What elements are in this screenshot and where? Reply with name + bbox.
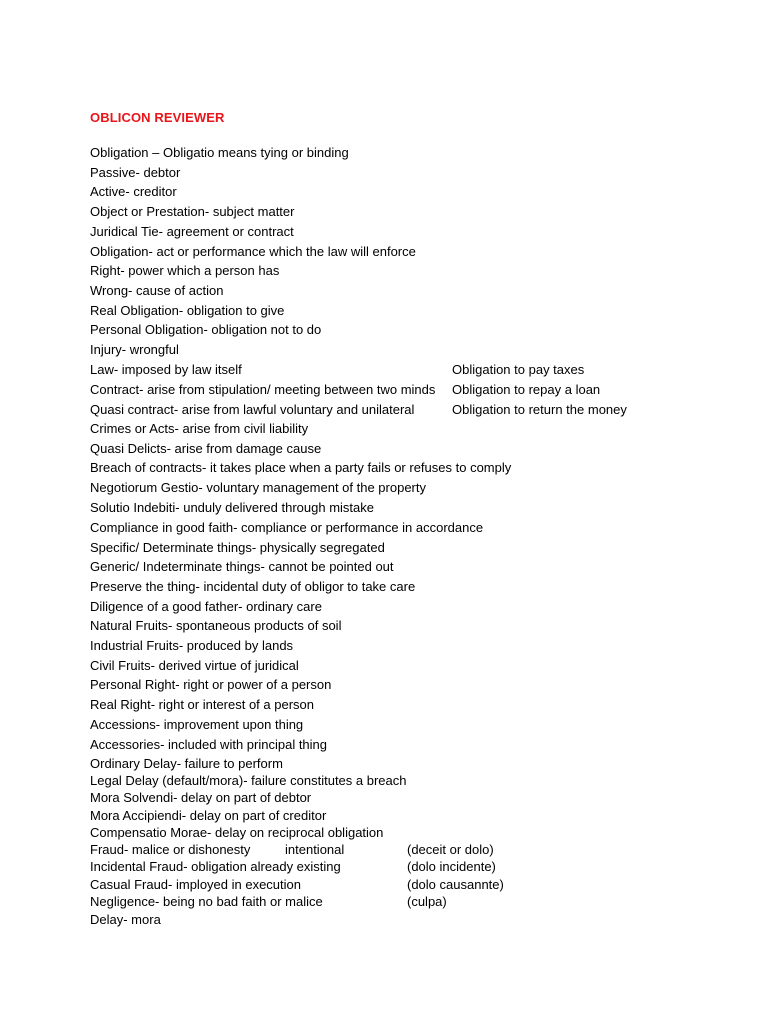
definition-line: Fraud- malice or dishonesty: [90, 842, 251, 857]
latin-term-dolo-incidente: (dolo incidente): [407, 859, 496, 874]
definition-line: Ordinary Delay- failure to perform: [90, 756, 283, 771]
definition-line: Negotiorum Gestio- voluntary management of the property: [90, 480, 427, 495]
definition-line: Delay- mora: [90, 912, 161, 927]
definition-line: Real Obligation- obligation to give: [90, 303, 285, 318]
definition-line: Mora Solvendi- delay on part of debtor: [90, 790, 312, 805]
fraud-intentional-note: intentional: [285, 842, 345, 857]
definition-line: Real Right- right or interest of a person: [90, 697, 314, 712]
definition-line: Obligation- act or performance which the law will enforce: [90, 244, 416, 259]
definition-line: Generic/ Indeterminate things- cannot be pointed out: [90, 559, 394, 574]
example-repay-loan: Obligation to repay a loan: [452, 382, 601, 397]
definition-line: Juridical Tie- agreement or contract: [90, 224, 294, 239]
definition-line: Compensatio Morae- delay on reciprocal obligation: [90, 825, 384, 840]
definition-line: Natural Fruits- spontaneous products of soil: [90, 618, 342, 633]
definition-line: Law- imposed by law itself: [90, 362, 242, 377]
definition-line: Casual Fraud- imployed in execution: [90, 877, 301, 892]
latin-term-dolo-causannte: (dolo causannte): [407, 877, 504, 892]
definition-line: Injury- wrongful: [90, 342, 179, 357]
definition-line: Accessories- included with principal thing: [90, 737, 328, 752]
definition-line: Wrong- cause of action: [90, 283, 224, 298]
document-title: OBLICON REVIEWER: [90, 110, 225, 125]
definition-line: Quasi Delicts- arise from damage cause: [90, 441, 322, 456]
example-pay-taxes: Obligation to pay taxes: [452, 362, 585, 377]
definition-line: Personal Obligation- obligation not to do: [90, 322, 322, 337]
definition-line: Object or Prestation- subject matter: [90, 204, 295, 219]
example-return-money: Obligation to return the money: [452, 402, 627, 417]
definition-line: Contract- arise from stipulation/ meeting between two minds: [90, 382, 436, 397]
definition-line: Diligence of a good father- ordinary care: [90, 599, 322, 614]
definition-line: Negligence- being no bad faith or malice: [90, 894, 323, 909]
definition-line: Preserve the thing- incidental duty of obligor to take care: [90, 579, 416, 594]
definition-line: Incidental Fraud- obligation already existing: [90, 859, 341, 874]
latin-term-deceit: (deceit or dolo): [407, 842, 494, 857]
definition-line: Accessions- improvement upon thing: [90, 717, 304, 732]
definition-line: Active- creditor: [90, 184, 177, 199]
definition-line: Right- power which a person has: [90, 263, 280, 278]
definition-line: Obligation – Obligatio means tying or binding: [90, 145, 349, 160]
definition-line: Specific/ Determinate things- physically segregated: [90, 540, 385, 555]
definition-line: Quasi contract- arise from lawful voluntary and unilateral: [90, 402, 415, 417]
definition-line: Compliance in good faith- compliance or performance in accordance: [90, 520, 484, 535]
definition-line: Passive- debtor: [90, 165, 181, 180]
definition-line: Industrial Fruits- produced by lands: [90, 638, 294, 653]
definition-line: Mora Accipiendi- delay on part of creditor: [90, 808, 327, 823]
definition-line: Breach of contracts- it takes place when a party fails or refuses to comply: [90, 460, 512, 475]
definition-line: Civil Fruits- derived virtue of juridical: [90, 658, 299, 673]
definition-line: Legal Delay (default/mora)- failure constitutes a breach: [90, 773, 407, 788]
latin-term-culpa: (culpa): [407, 894, 447, 909]
definition-line: Solutio Indebiti- unduly delivered through mistake: [90, 500, 375, 515]
definition-line: Crimes or Acts- arise from civil liability: [90, 421, 309, 436]
definition-line: Personal Right- right or power of a person: [90, 677, 332, 692]
